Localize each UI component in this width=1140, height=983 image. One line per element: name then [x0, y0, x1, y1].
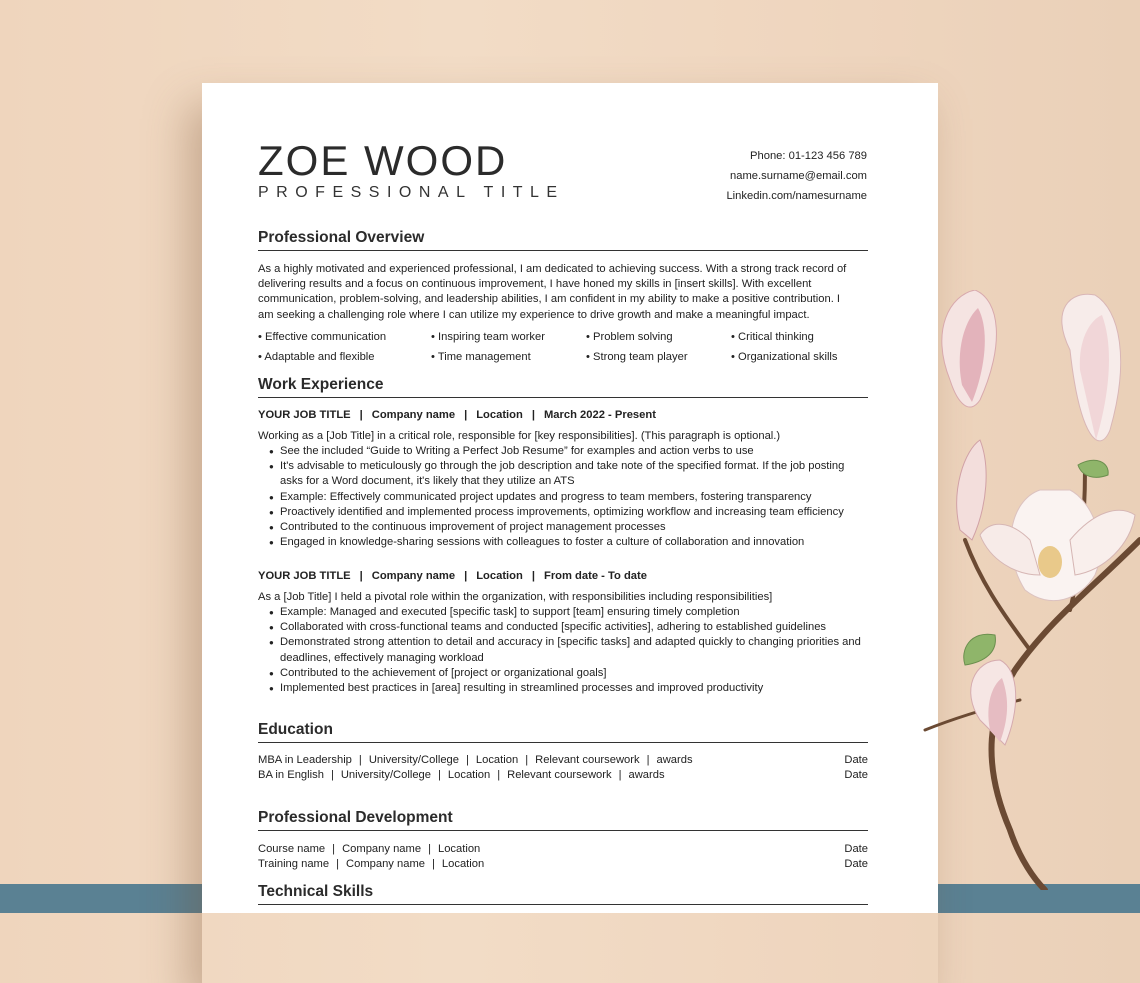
- professional-title: PROFESSIONAL TITLE: [258, 184, 565, 201]
- job-bullet: ● Engaged in knowledge-sharing sessions with colleagues to foster a culture of collaboration and innovation: [258, 535, 870, 550]
- job-intro: As a [Job Title] I held a pivotal role within the organization, with responsibilities including responsibilities]: [258, 591, 773, 603]
- job-dates: March 2022 - Present: [543, 409, 656, 421]
- degree: MBA in Leadership: [258, 754, 352, 766]
- separator: |: [464, 409, 468, 421]
- separator: |: [330, 769, 334, 781]
- course-name: Course name: [258, 843, 326, 855]
- education-row: [258, 769, 868, 781]
- skill-item: • Effective communication: [258, 331, 387, 343]
- course-name: Training name: [258, 858, 330, 870]
- job-bullet: ● See the included “Guide to Writing a Perfect Job Resume” for examples and action verbs to use: [258, 444, 870, 459]
- job-header: [258, 570, 647, 582]
- overview-line: delivering results and a focus on continuous improvement, I have honed my skills in [insert skills]. With excellent: [258, 278, 812, 291]
- awards: awards: [656, 754, 693, 766]
- separator: |: [359, 409, 363, 421]
- dev-date: Date: [844, 858, 868, 870]
- dev-date: Date: [844, 843, 868, 855]
- job-bullet: ● Implemented best practices in [area] resulting in streamlined processes and improved productivity: [258, 681, 870, 696]
- job-bullet: ● Contributed to the achievement of [project or organizational goals]: [258, 666, 870, 681]
- separator: |: [432, 858, 435, 870]
- separator: |: [525, 754, 529, 766]
- overview-paragraph: [258, 262, 868, 323]
- education-row: [258, 754, 868, 766]
- separator: |: [336, 858, 340, 870]
- skill-item: • Organizational skills: [731, 351, 838, 363]
- edu-date: Date: [844, 754, 868, 766]
- edu-date: Date: [844, 769, 868, 781]
- separator: |: [438, 769, 441, 781]
- skill-item: • Critical thinking: [731, 331, 814, 343]
- experience-heading: Work Experience: [258, 376, 868, 398]
- separator: |: [359, 570, 363, 582]
- separator: |: [531, 409, 535, 421]
- job-bullet: ● Demonstrated strong attention to detail and accuracy in [specific tasks] and adapted quickly to changing priorities and deadlines, effectively managing workload: [258, 635, 870, 665]
- job-bullet: ● It's advisable to meticulously go through the job description and take note of the specified format. If the job posting asks for a Word document, it's likely that they utilize an ATS: [258, 459, 870, 489]
- job-bullet: ● Proactively identified and implemented process improvements, optimizing workflow and increasing team efficiency: [258, 505, 870, 520]
- job-bullets: [258, 444, 870, 550]
- job-company: Company name: [371, 409, 456, 421]
- skill-item: • Strong team player: [586, 351, 688, 363]
- magnolia-decoration: [920, 290, 1140, 890]
- skill-item: • Problem solving: [586, 331, 673, 343]
- job-bullet: ● Contributed to the continuous improvement of project management processes: [258, 520, 870, 535]
- edu-location: Location: [447, 769, 491, 781]
- separator: |: [358, 754, 362, 766]
- development-row: [258, 843, 868, 855]
- email: name.surname@email.com: [730, 170, 867, 182]
- dev-location: Location: [441, 858, 485, 870]
- job-company: Company name: [371, 570, 456, 582]
- separator: |: [646, 754, 650, 766]
- skill-item: • Inspiring team worker: [431, 331, 545, 343]
- job-title: YOUR JOB TITLE: [258, 409, 351, 421]
- job-bullets: [258, 605, 870, 696]
- job-intro: Working as a [Job Title] in a critical role, responsible for [key responsibilities]. (This paragraph is optional.): [258, 430, 781, 442]
- separator: |: [465, 754, 469, 766]
- development-row: [258, 858, 868, 870]
- job-location: Location: [476, 570, 523, 582]
- overview-line: As a highly motivated and experienced professional, I am dedicated to achieving success. With a strong track record of: [258, 263, 847, 275]
- job-location: Location: [476, 409, 523, 421]
- job-header: [258, 409, 656, 421]
- dev-company: Company name: [346, 858, 425, 870]
- coursework: Relevant coursework: [535, 754, 640, 766]
- skill-item: • Time management: [431, 351, 531, 363]
- separator: |: [464, 570, 468, 582]
- resume-page: [202, 83, 938, 913]
- job-bullet: ● Collaborated with cross-functional teams and conducted [specific activities], adhering to established guidelines: [258, 620, 870, 635]
- separator: |: [531, 570, 535, 582]
- school: University/College: [368, 754, 459, 766]
- awards: awards: [628, 769, 665, 781]
- overview-line: am seeking a challenging role where I can utilize my experience to drive growth and make a meaningful impact.: [258, 308, 810, 321]
- job-title: YOUR JOB TITLE: [258, 570, 351, 582]
- development-heading: Professional Development: [258, 809, 868, 831]
- degree: BA in English: [258, 769, 324, 781]
- school: University/College: [340, 769, 431, 781]
- separator: |: [497, 769, 501, 781]
- overview-line: communication, problem-solving, and leadership abilities, I am confident in my ability to make a positive contribution. I: [258, 293, 841, 306]
- contact-block: [726, 146, 867, 206]
- separator: |: [618, 769, 622, 781]
- coursework: Relevant coursework: [507, 769, 612, 781]
- technical-heading: Technical Skills: [258, 883, 868, 905]
- separator: |: [428, 843, 431, 855]
- overview-heading: Professional Overview: [258, 229, 868, 251]
- candidate-name: ZOE WOOD: [258, 137, 508, 184]
- job-bullet: ● Example: Managed and executed [specific task] to support [team] ensuring timely completion: [258, 605, 870, 620]
- linkedin: Linkedin.com/namesurname: [726, 190, 867, 202]
- job-bullet: ● Example: Effectively communicated project updates and progress to team members, fostering transparency: [258, 490, 870, 505]
- skill-item: • Adaptable and flexible: [258, 351, 375, 363]
- edu-location: Location: [475, 754, 519, 766]
- dev-company: Company name: [342, 843, 422, 855]
- phone: Phone: 01-123 456 789: [750, 150, 867, 162]
- separator: |: [332, 843, 336, 855]
- education-heading: Education: [258, 721, 868, 743]
- dev-location: Location: [437, 843, 481, 855]
- job-dates: From date - To date: [543, 570, 647, 582]
